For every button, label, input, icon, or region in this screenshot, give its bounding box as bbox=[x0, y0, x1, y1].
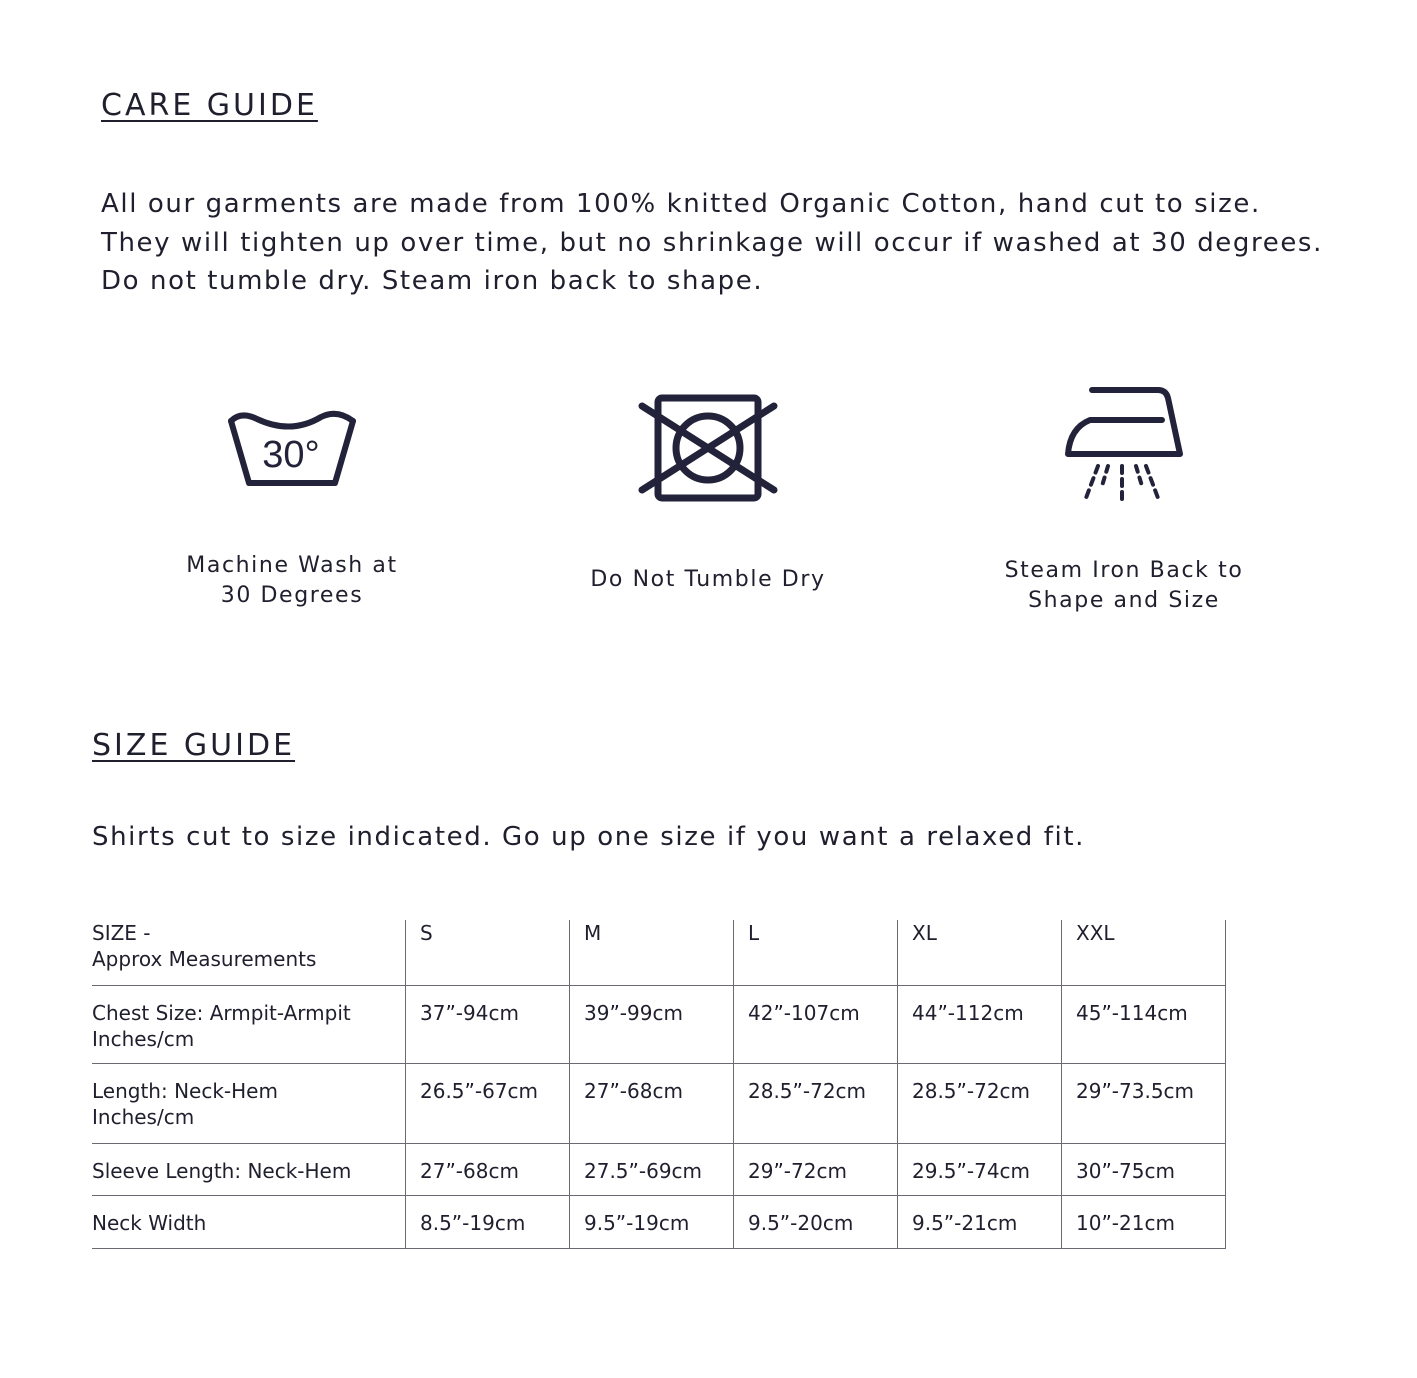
table-row bbox=[92, 1064, 1226, 1144]
table-cell: 30”-75cm bbox=[1062, 1144, 1226, 1196]
care-intro-line: Do not tumble dry. Steam iron back to shape. bbox=[101, 266, 764, 296]
column-header-s: S bbox=[406, 920, 570, 986]
table-row bbox=[92, 1144, 1226, 1196]
table-cell: 27.5”-69cm bbox=[570, 1144, 734, 1196]
table-cell: 10”-21cm bbox=[1062, 1196, 1226, 1249]
row-label-line: Chest Size: Armpit-Armpit bbox=[92, 1001, 351, 1025]
row-label-line: Inches/cm bbox=[92, 1105, 195, 1129]
size-note: Shirts cut to size indicated. Go up one size if you want a relaxed fit. bbox=[92, 822, 1086, 852]
row-label bbox=[92, 986, 406, 1064]
column-header-m: M bbox=[570, 920, 734, 986]
row-label-line: Sleeve Length: Neck-Hem bbox=[92, 1159, 352, 1183]
table-cell: 26.5”-67cm bbox=[406, 1064, 570, 1144]
table-cell: 29”-73.5cm bbox=[1062, 1064, 1226, 1144]
care-intro-line: All our garments are made from 100% knitted Organic Cotton, hand cut to size. bbox=[101, 189, 1261, 219]
table-cell: 28.5”-72cm bbox=[734, 1064, 898, 1144]
table-cell: 29”-72cm bbox=[734, 1144, 898, 1196]
care-label bbox=[558, 565, 858, 595]
table-cell: 27”-68cm bbox=[406, 1144, 570, 1196]
table-row bbox=[92, 986, 1226, 1064]
care-label-line: Machine Wash at bbox=[186, 553, 398, 578]
care-guide-heading: CARE GUIDE bbox=[101, 88, 318, 123]
table-cell: 9.5”-21cm bbox=[898, 1196, 1062, 1249]
table-cell: 29.5”-74cm bbox=[898, 1144, 1062, 1196]
table-cell: 28.5”-72cm bbox=[898, 1064, 1062, 1144]
care-item-iron bbox=[974, 382, 1274, 616]
table-cell: 44”-112cm bbox=[898, 986, 1062, 1064]
wash-30-icon bbox=[227, 405, 357, 489]
care-intro-line: They will tighten up over time, but no shrinkage will occur if washed at 30 degrees. bbox=[101, 227, 1323, 258]
column-header-l: L bbox=[734, 920, 898, 986]
steam-iron-icon bbox=[1062, 382, 1186, 510]
column-header-xl: XL bbox=[898, 920, 1062, 986]
table-cell: 45”-114cm bbox=[1062, 986, 1226, 1064]
care-item-wash bbox=[142, 405, 442, 611]
header-line: SIZE - bbox=[92, 921, 151, 945]
care-label bbox=[142, 551, 442, 611]
care-label bbox=[974, 556, 1274, 616]
size-header-label bbox=[92, 920, 406, 986]
table-row bbox=[92, 1196, 1226, 1249]
column-header-xxl: XXL bbox=[1062, 920, 1226, 986]
row-label bbox=[92, 1196, 406, 1249]
row-label bbox=[92, 1144, 406, 1196]
care-label-line: Do Not Tumble Dry bbox=[590, 567, 826, 592]
wash-temperature-text: 30° bbox=[262, 434, 320, 476]
care-intro bbox=[101, 185, 1323, 301]
care-label-line: Steam Iron Back to bbox=[1004, 558, 1244, 583]
row-label-line: Neck Width bbox=[92, 1211, 207, 1235]
row-label bbox=[92, 1064, 406, 1144]
size-table bbox=[92, 920, 1226, 1249]
table-cell: 27”-68cm bbox=[570, 1064, 734, 1144]
table-cell: 9.5”-19cm bbox=[570, 1196, 734, 1249]
care-item-dry bbox=[558, 390, 858, 595]
no-tumble-dry-icon bbox=[636, 390, 780, 508]
table-header-row bbox=[92, 920, 1226, 986]
table-cell: 37”-94cm bbox=[406, 986, 570, 1064]
header-line: Approx Measurements bbox=[92, 947, 317, 971]
table-cell: 8.5”-19cm bbox=[406, 1196, 570, 1249]
row-label-line: Length: Neck-Hem bbox=[92, 1079, 278, 1103]
table-cell: 9.5”-20cm bbox=[734, 1196, 898, 1249]
size-guide-heading: SIZE GUIDE bbox=[92, 728, 296, 763]
table-cell: 42”-107cm bbox=[734, 986, 898, 1064]
row-label-line: Inches/cm bbox=[92, 1027, 195, 1051]
care-label-line: 30 Degrees bbox=[220, 583, 364, 608]
table-cell: 39”-99cm bbox=[570, 986, 734, 1064]
care-label-line: Shape and Size bbox=[1028, 588, 1220, 613]
